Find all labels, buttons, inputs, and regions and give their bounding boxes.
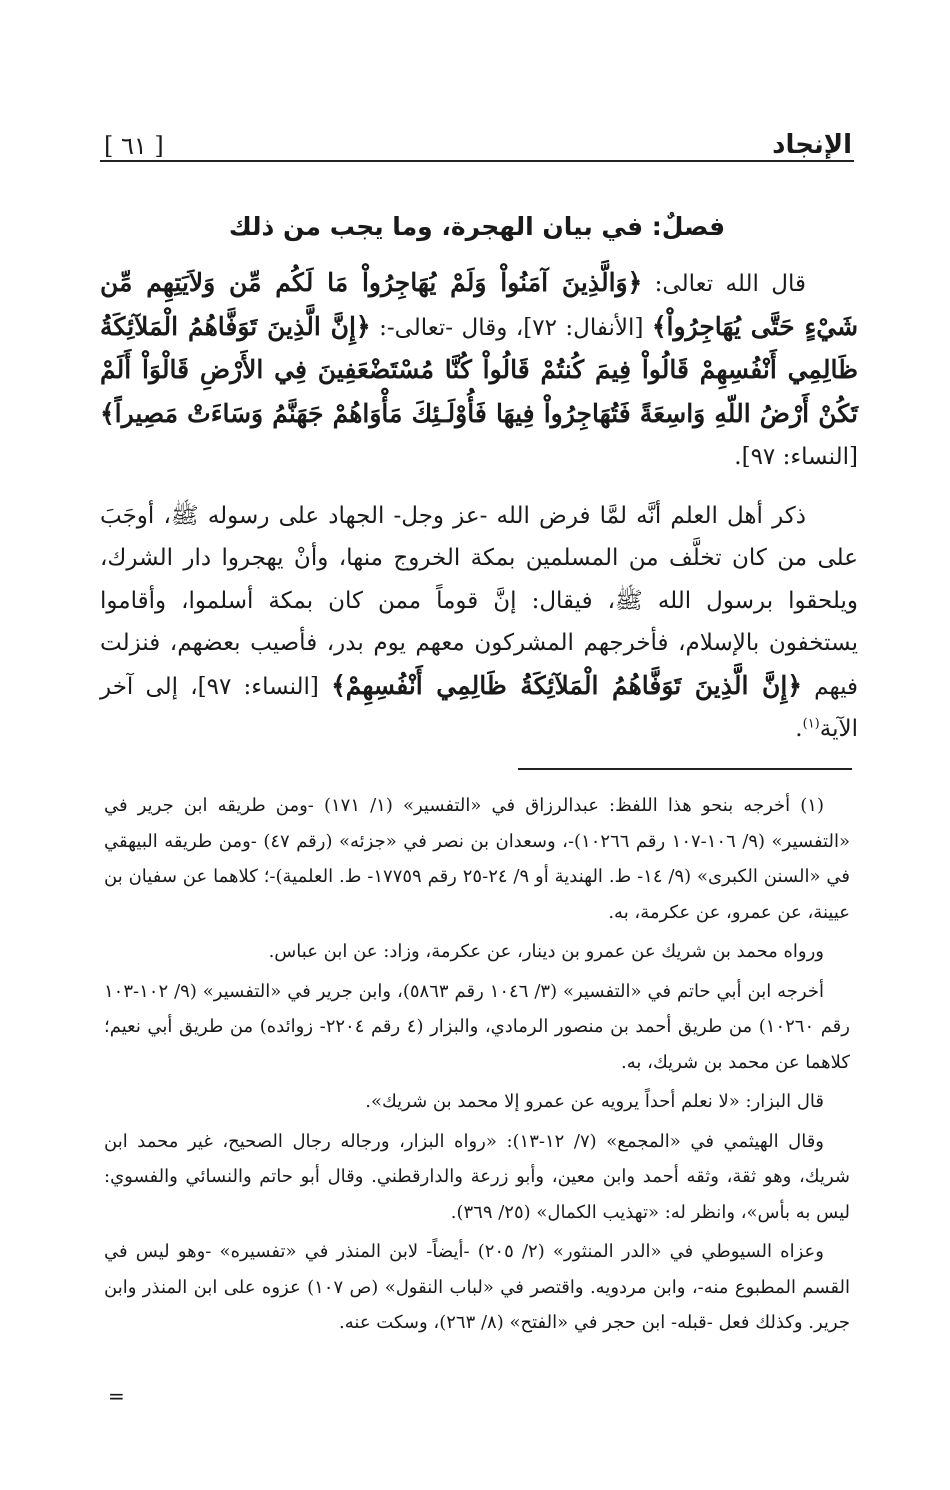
p2-text: ذكر أهل العلم أنَّه لمَّا فرض الله -عز وجل- الجهاد على رسوله ﷺ، أوجَبَ على من كان تخلَّف من المسلمين بمكة الخروج منها، وأنْ يهجروا دار الشرك، ويلحقوا برسول الله ﷺ، فيقال: إنَّ قوماً ممن كان بمكة أسلموا، وأقاموا يستخفون بالإسلام، فأخرجهم المشركون معهم يوم بدر، فأصيب بعضهم، فنزلت فيهم <box>100 502 858 700</box>
p2-end: . <box>795 716 803 742</box>
p1-reference-1: [الأنفال: ٧٢]، وقال -تعالى-: <box>370 314 652 341</box>
p1-lead: قال الله تعالى: <box>642 271 806 297</box>
header-rule <box>100 160 854 162</box>
footnote-separator <box>518 768 852 770</box>
quran-verse-anfal: ﴿وَالَّذِينَ آمَنُواْ وَلَمْ يُهَاجِرُواْ مَا لَكُم مِّن وَلاَيَتِهِم مِّن شَيْءٍ حَتَّى يُهَاجِرُواْ﴾ <box>100 268 859 341</box>
main-text <box>100 262 858 751</box>
footnote-paragraph: ورواه محمد بن شريك عن عمرو بن دينار، عن عكرمة، وزاد: عن ابن عباس. <box>268 941 824 962</box>
footnote-paragraph: أخرجه ابن أبي حاتم في «التفسير» (٣/ ١٠٤٦ رقم ٥٨٦٣)، وابن جرير في «التفسير» (٩/ ١٠٢-١٠٣ رقم ١٠٢٦٠) من طريق أحمد بن منصور الرمادي، والبزار (٤ رقم ٢٢٠٤- زوائده) من طريق أبي نعيم؛ كلاهما عن محمد بن شريك، به. <box>104 980 850 1073</box>
continuation-mark: = <box>108 1384 125 1408</box>
paragraph-2 <box>100 495 858 751</box>
section-title: فصلٌ: في بيان الهجرة، وما يجب من ذلك <box>228 212 726 241</box>
quran-verse-nisa-short: ﴿إِنَّ الَّذِينَ تَوَفَّاهُمُ الْمَلآئِكَةُ ظَالِمِي أَنْفُسِهِمْ﴾ <box>331 670 802 700</box>
footnote-paragraph: قال البزار: «لا نعلم أحداً يرويه عن عمرو إلا محمد بن شريك». <box>365 1091 824 1112</box>
footnote-paragraph: وعزاه السيوطي في «الدر المنثور» (٢/ ٢٠٥) -أيضاً- لابن المنذر في «تفسيره» -وهو ليس في القسم المطبوع منه-، وابن مردويه. واقتصر في «لباب النقول» (ص ١٠٧) عزوه على ابن المنذر وابن جرير. وكذلك فعل -قبله- ابن حجر في «الفتح» (٨/ ٢٦٣)، وسكت عنه. <box>104 1241 850 1333</box>
p2-after: [النساء: ٩٧]، إلى آخر الآية <box>100 673 858 742</box>
footnotes <box>104 788 850 1341</box>
page-header <box>104 118 852 160</box>
footnote-paragraph: (١) أخرجه بنحو هذا اللفظ: عبدالرزاق في «التفسير» (١/ ١٧١) -ومن طريقه ابن جرير في «التفسير» (٩/ ١٠٦-١٠٧ رقم ١٠٢٦٦)-، وسعدان بن نصر في «جزئه» (رقم ٤٧) -ومن طريقه البيهقي في «السنن الكبرى» (٩/ ١٤- ط. الهندية أو ٩/ ٢٤-٢٥ رقم ١٧٧٥٩- ط. العلمية)-؛ كلاهما عن سفيان بن عيينة، عن عمرو، عن عكرمة، به. <box>104 795 850 923</box>
paragraph-1 <box>100 262 858 479</box>
quran-verse-nisa: ﴿إِنَّ الَّذِينَ تَوَفَّاهُمُ الْمَلآئِكَةُ ظَالِمِي أَنْفُسِهِمْ قَالُواْ فِيمَ كُنتُمْ قَالُواْ كُنَّا مُسْتَضْعَفِينَ فِي الأَرْضِ قَالْوَاْ أَلَمْ تَكُنْ أَرْضُ اللّهِ وَاسِعَةً فَتُهَاجِرُواْ فِيهَا فَأُوْلَـئِكَ مَأْوَاهُمْ جَهَنَّمُ وَسَاءَتْ مَصِيراً﴾ <box>100 311 858 428</box>
page-number: [ ٦١ ] <box>104 132 164 160</box>
running-title: الإنجاد <box>772 130 852 160</box>
footnote-paragraph: وقال الهيثمي في «المجمع» (٧/ ١٢-١٣): «رواه البزار، ورجاله رجال الصحيح، غير محمد ابن شريك، وهو ثقة، وثقه أحمد وابن معين، وأبو زرعة والدارقطني. وقال أبو حاتم والنسائي والفسوي: ليس به بأس»، وانظر له: «تهذيب الكمال» (٢٥/ ٣٦٩). <box>104 1130 850 1223</box>
footnote-marker: (١) <box>802 716 820 732</box>
p1-reference-2: [النساء: ٩٧]. <box>734 444 858 470</box>
